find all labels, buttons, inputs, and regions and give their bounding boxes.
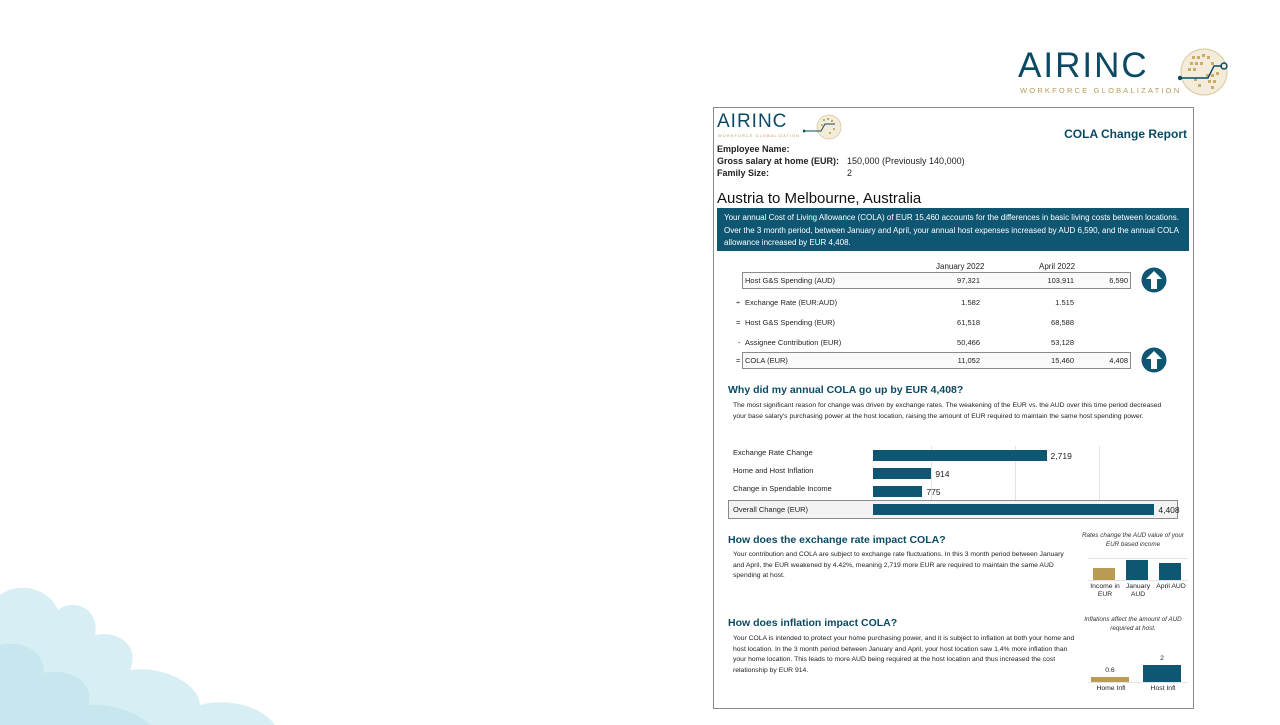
row-diff-value: 6,590 xyxy=(1109,276,1128,285)
globe-icon xyxy=(1178,44,1230,100)
row-operator: - xyxy=(738,338,741,347)
exchange-chart-caption: Rates change the AUD value of your EUR based income xyxy=(1082,532,1184,548)
inflation-chart-caption: Inflations affect the amount of AUD required at host. xyxy=(1084,616,1182,632)
row-apr-value: 1.515 xyxy=(1055,298,1074,307)
family-size-value: 2 xyxy=(847,168,853,178)
bar-host-inflation xyxy=(1143,665,1181,682)
row-operator: = xyxy=(736,318,741,327)
bar-category-label: January AUD xyxy=(1125,583,1151,598)
bar-category-label: Home and Host Inflation xyxy=(733,466,814,475)
chart-gridline xyxy=(1099,446,1100,502)
exchange-text: Your contribution and COLA are subject to exchange rate fluctuations. In this 3 month period between January and April, the EUR weakened by 4.42%, meaning 2,719 more EUR are required to maintain the same AUD spending at host. xyxy=(733,551,1064,579)
inflation-heading: How does inflation impact COLA? xyxy=(728,617,898,629)
col-header-april: April 2022 xyxy=(1039,262,1076,271)
brand-name: AIRINC xyxy=(1018,46,1149,85)
why-text: The most significant reason for change was driven by exchange rates. The weakening of the EUR vs. the AUD over this time period decreased your base salary's purchasing power at the host location, raising the amount of EUR required to maintain the same host spending power. xyxy=(733,402,1162,420)
exchange-mini-chart xyxy=(1088,558,1188,606)
row-apr-value: 68,588 xyxy=(1051,318,1074,327)
salary-value: 150,000 (Previously 140,000) xyxy=(847,156,965,166)
bar-income-eur xyxy=(1093,568,1115,580)
row-operator: = xyxy=(736,356,741,365)
cola-change-chart xyxy=(728,444,1188,522)
report-title: COLA Change Report xyxy=(1064,127,1187,141)
brand-logo xyxy=(1018,44,1233,102)
family-size-label: Family Size: xyxy=(717,168,770,178)
bar-overall-change xyxy=(873,504,1154,515)
row-label: COLA (EUR) xyxy=(745,356,788,365)
bar-inflation xyxy=(873,468,931,479)
arrow-up-icon xyxy=(1141,347,1167,373)
row-label: Assignee Contribution (EUR) xyxy=(745,338,842,347)
bar-spendable-income xyxy=(873,486,922,497)
inflation-text: Your COLA is intended to protect your home purchasing power, and it is subject to inflation at both your home and host location. In the 3 month period between January and April, your host location saw 1.4% more inflation than your home location. This leads to more AUD being required at the host location and thus increased the cost relationship by EUR 914. xyxy=(733,635,1075,674)
employee-name-label: Employee Name: xyxy=(717,144,790,154)
arrow-up-icon xyxy=(1141,267,1167,293)
bar-value-label: 914 xyxy=(935,469,950,479)
cloud-decoration xyxy=(0,585,300,725)
row-label: Exchange Rate (EUR:AUD) xyxy=(745,298,838,307)
row-jan-value: 11,052 xyxy=(957,356,980,365)
row-jan-value: 50,466 xyxy=(957,338,980,347)
chart-gridline xyxy=(1088,580,1188,581)
col-header-january: January 2022 xyxy=(936,262,985,271)
bar-category-label: Exchange Rate Change xyxy=(733,448,813,457)
row-label: Host G&S Spending (EUR) xyxy=(745,318,836,327)
bar-january-aud xyxy=(1126,560,1148,580)
bar-exchange-rate xyxy=(873,450,1047,461)
brand-tagline: WORKFORCE GLOBALIZATION xyxy=(1020,86,1182,95)
inflation-mini-chart xyxy=(1088,651,1188,699)
report-logo-tagline: WORKFORCE GLOBALIZATION xyxy=(718,133,801,138)
bar-value-label: 2 xyxy=(1160,655,1164,662)
chart-gridline xyxy=(1088,558,1188,559)
salary-label: Gross salary at home (EUR): xyxy=(717,156,840,166)
row-diff-value: 4,408 xyxy=(1109,356,1128,365)
bar-value-label: 775 xyxy=(926,487,941,497)
route-heading: Austria to Melbourne, Australia xyxy=(717,190,922,207)
globe-icon xyxy=(803,112,843,142)
bar-value-label: 4,408 xyxy=(1158,505,1180,515)
row-apr-value: 15,460 xyxy=(1051,356,1074,365)
row-jan-value: 61,518 xyxy=(957,318,980,327)
bar-category-label: Income in EUR xyxy=(1090,583,1120,598)
bar-category-label: Host Infl xyxy=(1150,685,1176,692)
bar-value-label: 2,719 xyxy=(1050,451,1072,461)
row-apr-value: 103,911 xyxy=(1047,276,1074,285)
bar-category-label: Change in Spendable Income xyxy=(733,484,832,493)
report-logo xyxy=(717,112,842,144)
report-page xyxy=(713,107,1194,709)
employee-info xyxy=(717,143,1057,179)
row-operator: ÷ xyxy=(736,298,741,307)
bar-category-label: Overall Change (EUR) xyxy=(733,505,809,514)
row-apr-value: 53,128 xyxy=(1051,338,1074,347)
summary-banner: Your annual Cost of Living Allowance (COLA) of EUR 15,460 accounts for the differences in basic living costs between locations. Over the 3 month period, between January and April, your annual host expenses increased by AUD 6,590, and the annual COLA allowance increased by EUR 4,408. xyxy=(717,208,1189,251)
report-logo-name: AIRINC xyxy=(717,111,788,132)
row-jan-value: 97,321 xyxy=(957,276,980,285)
bar-category-label: April AUD xyxy=(1156,583,1186,590)
row-label: Host G&S Spending (AUD) xyxy=(745,276,836,285)
why-heading: Why did my annual COLA go up by EUR 4,408? xyxy=(728,384,964,396)
bar-value-label: 0.6 xyxy=(1105,666,1115,674)
bar-home-inflation xyxy=(1091,677,1129,682)
bar-april-aud xyxy=(1159,563,1181,580)
bar-category-label: Home Infl xyxy=(1096,685,1126,692)
row-jan-value: 1.582 xyxy=(961,298,980,307)
chart-gridline xyxy=(1088,682,1188,683)
exchange-heading: How does the exchange rate impact COLA? xyxy=(728,534,946,546)
